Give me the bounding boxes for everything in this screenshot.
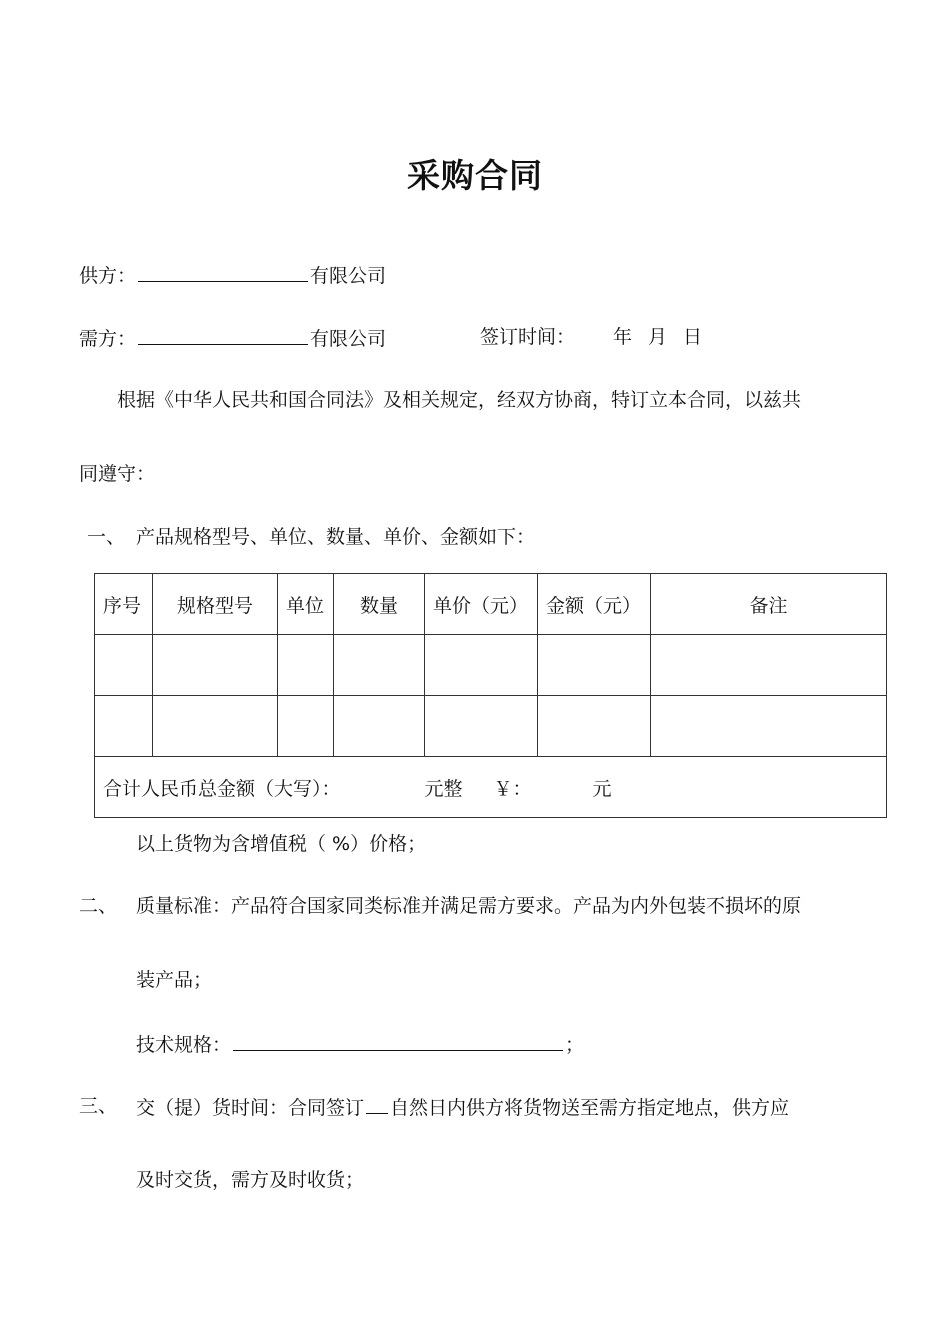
buyer-suffix: 有限公司 bbox=[310, 328, 387, 350]
tech-spec-blank[interactable] bbox=[233, 1031, 563, 1051]
sign-month: 月 bbox=[648, 326, 668, 348]
table-total-row bbox=[95, 757, 887, 818]
total-yuan: 元 bbox=[592, 777, 612, 800]
delivery-days-blank[interactable] bbox=[366, 1094, 388, 1114]
delivery-text-a: 交（提）货时间：合同签订 bbox=[136, 1097, 365, 1119]
items-table bbox=[94, 573, 887, 818]
sign-year: 年 bbox=[613, 326, 633, 348]
sign-date bbox=[480, 325, 702, 349]
cell-quantity[interactable] bbox=[334, 635, 425, 696]
supplier-label: 供方： bbox=[79, 265, 137, 287]
header-amount: 金额（元） bbox=[538, 574, 651, 635]
section-1-heading: 产品规格型号、单位、数量、单价、金额如下： bbox=[136, 526, 536, 548]
tech-spec-line bbox=[136, 1031, 584, 1057]
intro-line-2: 同遵守： bbox=[79, 463, 156, 485]
total-unit: 元整 bbox=[424, 777, 463, 800]
buyer-label: 需方： bbox=[79, 328, 137, 350]
cell-unit-price[interactable] bbox=[425, 635, 538, 696]
delivery-text-b: 自然日内供方将货物送至需方指定地点，供方应 bbox=[390, 1097, 790, 1119]
header-quantity: 数量 bbox=[334, 574, 425, 635]
table-row bbox=[95, 635, 887, 696]
sign-date-label: 签订时间： bbox=[480, 326, 576, 348]
buyer-line bbox=[79, 325, 386, 351]
section-3-line-2: 及时交货，需方及时收货； bbox=[136, 1169, 365, 1191]
cell-index[interactable] bbox=[95, 696, 153, 757]
cell-unit[interactable] bbox=[278, 696, 334, 757]
supplier-suffix: 有限公司 bbox=[310, 265, 387, 287]
header-unit: 单位 bbox=[278, 574, 334, 635]
total-yen: ￥： bbox=[493, 777, 532, 800]
total-cell[interactable] bbox=[95, 757, 887, 818]
cell-unit[interactable] bbox=[278, 635, 334, 696]
header-index: 序号 bbox=[95, 574, 153, 635]
supplier-line bbox=[79, 262, 386, 288]
cell-remark[interactable] bbox=[651, 696, 887, 757]
tax-note: 以上货物为含增值税（ %）价格； bbox=[136, 833, 427, 855]
header-unit-price: 单价（元） bbox=[425, 574, 538, 635]
intro-line-1: 根据《中华人民共和国合同法》及相关规定，经双方协商，特订立本合同，以兹共 bbox=[117, 389, 802, 411]
cell-quantity[interactable] bbox=[334, 696, 425, 757]
tech-spec-label: 技术规格： bbox=[136, 1034, 232, 1056]
section-2-number: 二、 bbox=[79, 895, 118, 917]
cell-amount[interactable] bbox=[538, 635, 651, 696]
cell-amount[interactable] bbox=[538, 696, 651, 757]
header-spec: 规格型号 bbox=[153, 574, 278, 635]
section-3-line-1 bbox=[136, 1094, 789, 1120]
section-2-line-2: 装产品； bbox=[136, 969, 213, 991]
tech-spec-end: ； bbox=[565, 1034, 585, 1056]
sign-day: 日 bbox=[683, 326, 703, 348]
document-title: 采购合同 bbox=[407, 156, 543, 195]
cell-unit-price[interactable] bbox=[425, 696, 538, 757]
total-label: 合计人民币总金额（大写）： bbox=[103, 777, 341, 800]
cell-spec[interactable] bbox=[153, 696, 278, 757]
buyer-name-blank[interactable] bbox=[138, 325, 308, 345]
section-2-line-1: 质量标准：产品符合国家同类标准并满足需方要求。产品为内外包装不损坏的原 bbox=[136, 895, 802, 917]
table-row bbox=[95, 696, 887, 757]
cell-index[interactable] bbox=[95, 635, 153, 696]
header-remark: 备注 bbox=[651, 574, 887, 635]
supplier-name-blank[interactable] bbox=[138, 262, 308, 282]
table-header-row bbox=[95, 574, 887, 635]
cell-spec[interactable] bbox=[153, 635, 278, 696]
section-3-number: 三、 bbox=[79, 1095, 118, 1117]
section-1-number: 一、 bbox=[87, 526, 126, 548]
cell-remark[interactable] bbox=[651, 635, 887, 696]
